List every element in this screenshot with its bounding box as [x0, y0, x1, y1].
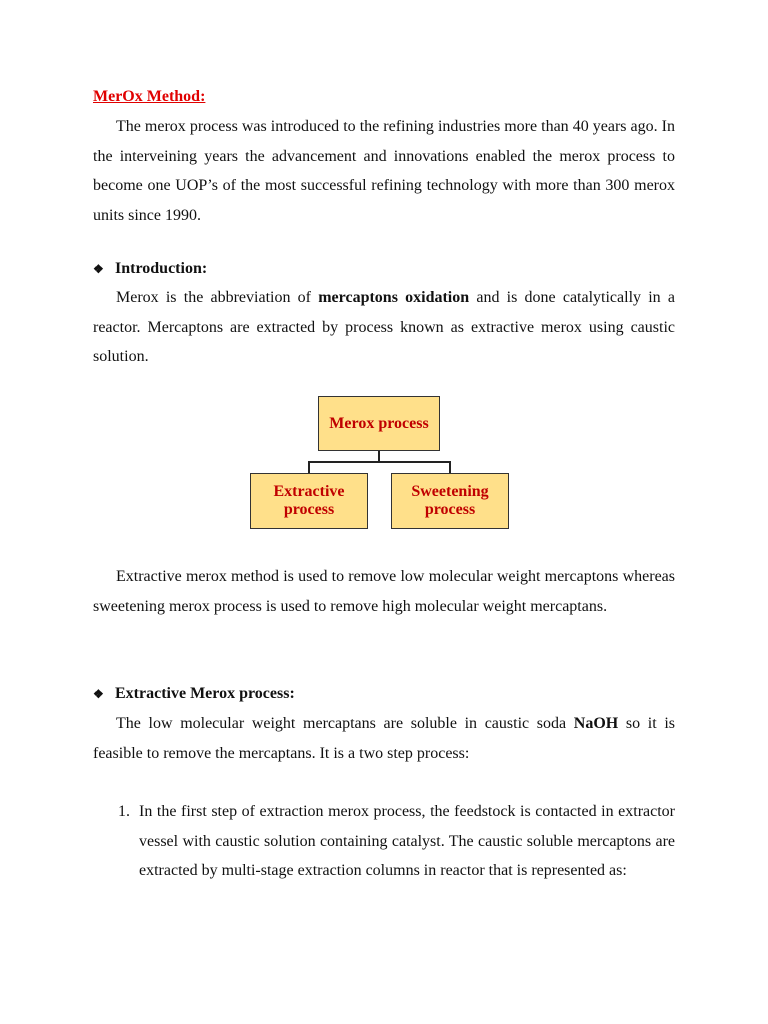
diagram-right-box: Sweetening process — [391, 473, 509, 529]
diagram-connector-horizontal — [308, 461, 451, 463]
diamond-bullet-icon: ❖ — [93, 687, 104, 701]
extractive-text-start: The low molecular weight mercaptans are soluble in caustic soda — [116, 715, 574, 732]
extractive-paragraph — [93, 709, 675, 768]
extractive-heading — [93, 683, 295, 705]
introduction-heading-text: Introduction: — [115, 260, 208, 277]
methods-paragraph: Extractive merox method is used to remove low molecular weight mercaptons whereas sweetening merox process is used to remove high molecular weight mercaptans. — [93, 568, 675, 615]
step-number: 1. — [118, 803, 130, 820]
introduction-heading — [93, 258, 207, 280]
extractive-heading-text: Extractive Merox process: — [115, 685, 295, 702]
diagram-left-box: Extractive process — [250, 473, 368, 529]
introduction-text-end: and is done catalytically in a reactor. Mercaptons are extracted by process known as extractive merox using caustic solution. — [93, 289, 675, 366]
diagram-root-box: Merox process — [318, 396, 440, 451]
diagram-connector-right — [449, 461, 451, 473]
intro-paragraph: The merox process was introduced to the refining industries more than 40 years ago. In the interveining years the advancement and innovations enabled the merox process to become one UOP’s of the most successful refining technology with more than 300 merox units since 1990. — [93, 118, 675, 224]
extractive-bold-term: NaOH — [573, 715, 619, 732]
page-title: MerOx Method: — [93, 88, 206, 105]
introduction-text-start: Merox is the abbreviation of — [116, 289, 319, 306]
diamond-bullet-icon: ❖ — [93, 262, 104, 276]
diagram-connector-left — [308, 461, 310, 473]
step-text: In the first step of extraction merox process, the feedstock is contacted in extractor vessel with caustic solution containing catalyst. The caustic soluble mercaptons are extracted by multi-stage extraction columns in reactor that is represented as: — [139, 803, 675, 880]
introduction-paragraph — [93, 283, 675, 372]
extractive-text-end: so it is feasible to remove the mercaptans. It is a two step process: — [93, 715, 675, 762]
introduction-bold-term: mercaptons oxidation — [318, 289, 470, 306]
